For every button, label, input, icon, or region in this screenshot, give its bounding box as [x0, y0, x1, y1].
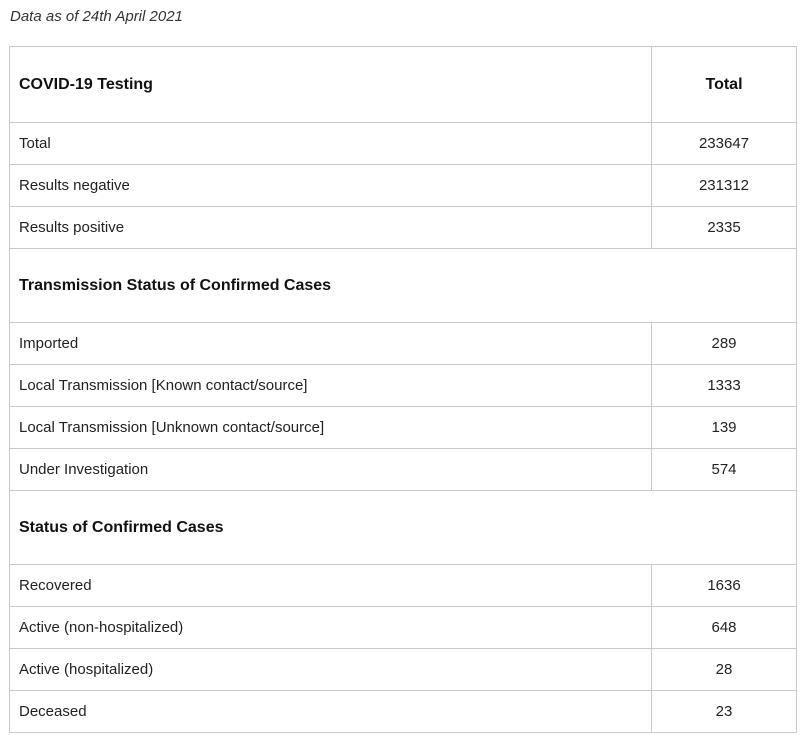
row-label: Results negative: [10, 165, 652, 207]
total-column-header: Total: [652, 47, 797, 123]
table-row-results-negative: [10, 165, 797, 207]
data-date-caption: Data as of 24th April 2021: [10, 8, 183, 25]
row-label: Local Transmission [Known contact/source]: [10, 365, 652, 407]
table-row-total: [10, 123, 797, 165]
row-label: Results positive: [10, 207, 652, 249]
table-row-deceased: [10, 691, 797, 733]
testing-header: COVID-19 Testing: [10, 47, 652, 123]
row-label: Total: [10, 123, 652, 165]
table-header-row: [10, 47, 797, 123]
section-title: Transmission Status of Confirmed Cases: [10, 249, 652, 323]
table-row-active-non-hospitalized: [10, 607, 797, 649]
table-row-active-hospitalized: [10, 649, 797, 691]
section-empty-cell: [652, 249, 797, 323]
table-row-results-positive: [10, 207, 797, 249]
section-empty-cell: [652, 491, 797, 565]
covid-stats-table: [9, 46, 797, 733]
table-row-recovered: [10, 565, 797, 607]
row-value: 28: [652, 649, 797, 691]
row-label: Under Investigation: [10, 449, 652, 491]
row-value: 2335: [652, 207, 797, 249]
row-label: Active (non-hospitalized): [10, 607, 652, 649]
table-row-local-unknown: [10, 407, 797, 449]
section-title: Status of Confirmed Cases: [10, 491, 652, 565]
row-value: 1636: [652, 565, 797, 607]
table-row-imported: [10, 323, 797, 365]
table-row-local-known: [10, 365, 797, 407]
row-label: Active (hospitalized): [10, 649, 652, 691]
table-row-under-investigation: [10, 449, 797, 491]
row-value: 289: [652, 323, 797, 365]
row-label: Recovered: [10, 565, 652, 607]
row-value: 574: [652, 449, 797, 491]
row-value: 233647: [652, 123, 797, 165]
row-label: Deceased: [10, 691, 652, 733]
row-value: 23: [652, 691, 797, 733]
row-label: Imported: [10, 323, 652, 365]
section-header-status: [10, 491, 797, 565]
row-value: 648: [652, 607, 797, 649]
row-value: 231312: [652, 165, 797, 207]
row-value: 139: [652, 407, 797, 449]
row-value: 1333: [652, 365, 797, 407]
row-label: Local Transmission [Unknown contact/source]: [10, 407, 652, 449]
section-header-transmission: [10, 249, 797, 323]
